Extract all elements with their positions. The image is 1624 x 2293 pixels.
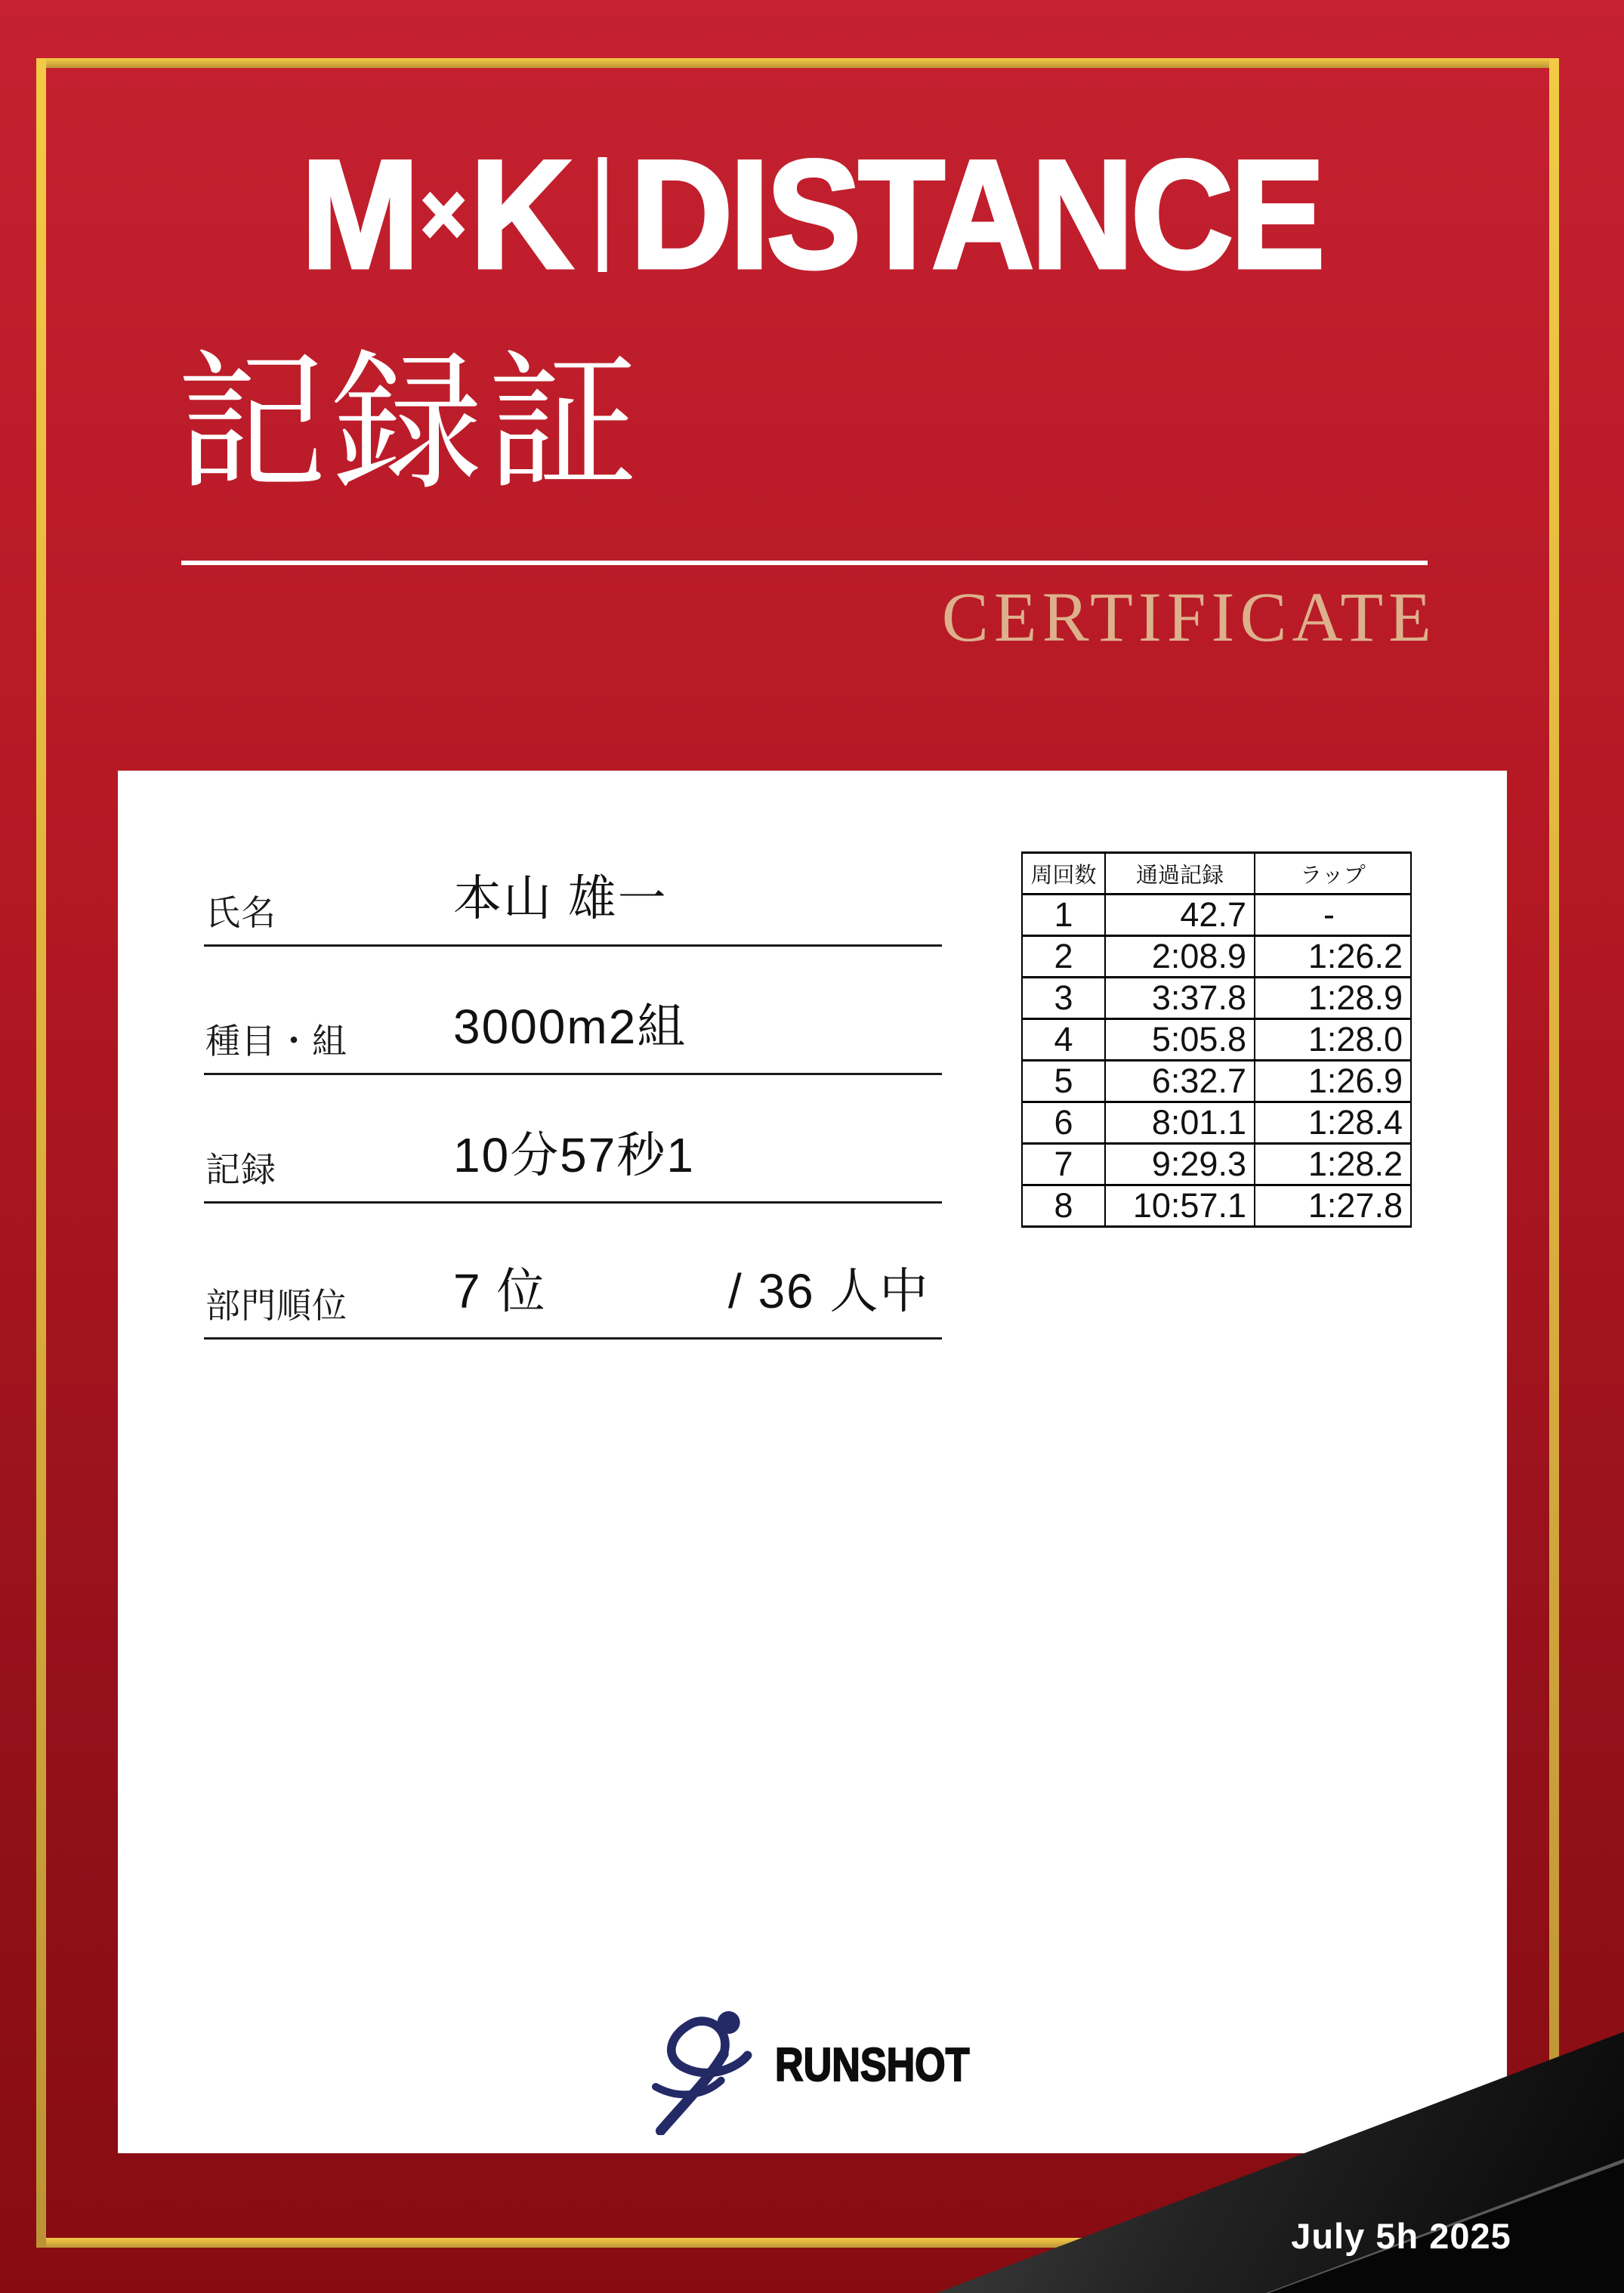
lap-time-cell: -: [1255, 895, 1411, 936]
split-time-cell: 3:37.8: [1105, 978, 1255, 1019]
runshot-logo-mark: [648, 2008, 761, 2135]
split-time-cell: 8:01.1: [1105, 1102, 1255, 1144]
page-title-english: CERTIFICATE: [941, 579, 1437, 657]
lap-number-cell: 3: [1022, 978, 1105, 1019]
lap-time-cell: 1:28.0: [1255, 1019, 1411, 1061]
split-time-cell: 42.7: [1105, 895, 1255, 936]
event-value: 3000m2組: [453, 1000, 687, 1054]
lap-table-row: [1022, 1102, 1411, 1144]
title-divider-rule: [181, 561, 1428, 565]
record-underline: [204, 1201, 942, 1204]
brand-divider: [598, 157, 607, 272]
lap-time-cell: 1:26.2: [1255, 936, 1411, 978]
split-time-cell: 6:32.7: [1105, 1061, 1255, 1102]
lap-count-header: 周回数: [1022, 853, 1105, 895]
runshot-logo: [639, 1995, 1138, 2146]
record-label: 記録: [205, 1150, 276, 1189]
lap-time-cell: 1:26.9: [1255, 1061, 1411, 1102]
brand-times-icon: ×: [421, 166, 467, 261]
page-title-japanese: 記録証: [176, 341, 644, 508]
lap-table-row: [1022, 936, 1411, 978]
lap-table-row: [1022, 978, 1411, 1019]
name-label: 氏名: [205, 893, 276, 932]
event-date: July 5h 2025: [1291, 2216, 1511, 2256]
brand-letter-m: M: [301, 128, 417, 301]
lap-number-cell: 4: [1022, 1019, 1105, 1061]
lap-time-cell: 1:28.2: [1255, 1144, 1411, 1185]
lap-number-cell: 5: [1022, 1061, 1105, 1102]
lap-table-row: [1022, 1019, 1411, 1061]
lap-number-cell: 2: [1022, 936, 1105, 978]
event-label: 種目・組: [205, 1021, 347, 1061]
rank-underline: [204, 1337, 942, 1340]
lap-table-row: [1022, 1144, 1411, 1185]
lap-number-cell: 8: [1022, 1185, 1105, 1227]
gold-border-top: [36, 58, 1559, 68]
lap-time-cell: 1:28.9: [1255, 978, 1411, 1019]
lap-number-cell: 7: [1022, 1144, 1105, 1185]
lap-time-cell: 1:27.8: [1255, 1185, 1411, 1227]
lap-table: [1021, 851, 1412, 1228]
brand-logo-inner: [301, 128, 1323, 301]
lap-number-cell: 1: [1022, 895, 1105, 936]
lap-table-body: [1022, 895, 1411, 1227]
lap-table-row: [1022, 1185, 1411, 1227]
split-time-cell: 2:08.9: [1105, 936, 1255, 978]
split-time-cell: 10:57.1: [1105, 1185, 1255, 1227]
lap-table-header-row: [1022, 853, 1411, 895]
brand-logo: [0, 128, 1624, 301]
gold-border-left: [36, 58, 46, 2248]
name-underline: [204, 944, 942, 947]
certificate-card: [118, 771, 1507, 2153]
name-value: 本山 雄一: [453, 871, 668, 926]
rank-total: / 36 人中: [728, 1264, 930, 1318]
split-time-cell: 9:29.3: [1105, 1144, 1255, 1185]
rank-value: 7 位: [453, 1264, 547, 1318]
lap-number-cell: 6: [1022, 1102, 1105, 1144]
lap-table-row: [1022, 1061, 1411, 1102]
lap-time-cell: 1:28.4: [1255, 1102, 1411, 1144]
brand-name: DISTANCE: [630, 128, 1323, 301]
event-underline: [204, 1073, 942, 1075]
record-value: 10分57秒1: [453, 1128, 695, 1182]
lap-time-header: ラップ: [1255, 853, 1411, 895]
lap-table-row: [1022, 895, 1411, 936]
brand-letter-k: K: [471, 128, 570, 301]
runshot-logo-text: RUNSHOT: [775, 2039, 970, 2091]
rank-label: 部門順位: [205, 1286, 347, 1325]
split-time-cell: 5:05.8: [1105, 1019, 1255, 1061]
split-time-header: 通過記録: [1105, 853, 1255, 895]
gold-border-right: [1549, 58, 1559, 2248]
